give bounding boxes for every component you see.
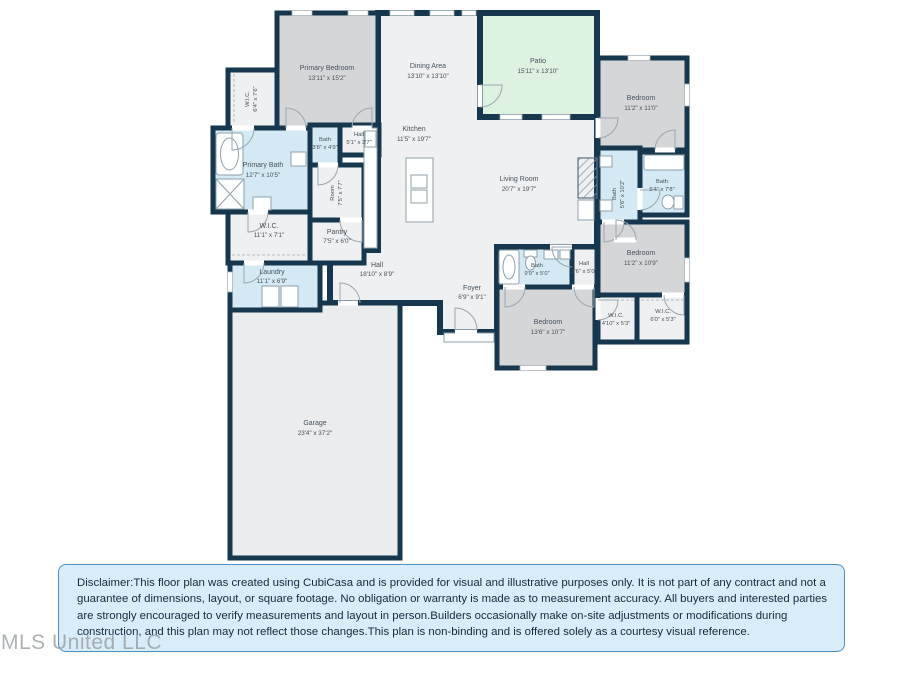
room-dims: 13'11" x 15'2" — [308, 75, 346, 82]
room-dims: 6'0" x 5'3" — [650, 317, 676, 323]
door-gap — [338, 301, 358, 306]
sink-icon — [544, 250, 558, 259]
room-label: W.I.C. — [655, 309, 671, 315]
watermark: MLS United LLC — [1, 631, 163, 654]
door-gap — [352, 126, 372, 131]
sink-icon — [600, 156, 612, 167]
door-gap — [232, 126, 254, 131]
window — [348, 11, 368, 16]
room-bedroom-right — [598, 222, 687, 295]
door-gap — [662, 293, 684, 298]
room-dims: 11'1" x 6'9" — [256, 278, 288, 285]
room-dims: 9'9" x 5'0" — [524, 271, 550, 277]
window — [430, 11, 454, 16]
room-label: W.I.C. — [245, 91, 251, 107]
room-label: Hall — [370, 262, 384, 269]
window — [292, 11, 312, 16]
dryer-icon — [281, 286, 298, 307]
room-label: Patio — [530, 58, 546, 65]
room-dims: 6'4" x 7'6" — [253, 86, 259, 112]
window — [228, 272, 233, 292]
door-gap — [638, 188, 643, 210]
room-dims: 11'1" x 7'1" — [253, 232, 285, 239]
room-label: Garage — [303, 420, 327, 427]
room-label: Bath — [319, 137, 331, 143]
vanity-icon — [253, 197, 271, 210]
vanity-icon — [291, 152, 306, 166]
room-dims: 5'6" x 10'2" — [620, 179, 626, 209]
room-dims: 18'10" x 8'9" — [359, 271, 395, 278]
washer-icon — [262, 286, 279, 307]
room-dims: 13'6" x 10'7" — [530, 329, 566, 336]
room-dims: 3'6" x 5'0" — [571, 269, 597, 275]
stove-icon — [411, 175, 427, 188]
room-label: Primary Bath — [242, 162, 284, 169]
window — [390, 11, 414, 16]
room-dims: 13'10" x 13'10" — [407, 73, 449, 80]
room-label: W.I.C. — [608, 313, 624, 319]
room-label: Bath — [531, 263, 543, 269]
room-label: Bath — [656, 179, 668, 185]
room-hall-right — [572, 247, 597, 287]
room-dims: 7'5" x 6'0" — [323, 238, 351, 245]
door-gap — [503, 285, 525, 290]
room-dims: 11'2" x 11'0" — [624, 105, 658, 112]
room-patio — [480, 13, 597, 117]
door-gap — [572, 285, 594, 290]
fireplace-icon — [578, 158, 597, 198]
room-label: Bedroom — [533, 319, 563, 326]
sink-icon — [600, 200, 612, 211]
room-dims: 23'4" x 37'2" — [297, 430, 333, 437]
window — [685, 258, 690, 282]
room-dims: 15'11" x 13'10" — [517, 68, 559, 75]
room-label: Foyer — [463, 285, 481, 292]
door-gap — [478, 85, 483, 107]
room-bedroom-bottom — [497, 287, 595, 368]
room-label: Hall — [579, 261, 589, 267]
room-label: Bedroom — [626, 95, 656, 102]
room-label: Primary Bedroom — [299, 65, 355, 72]
room-dims: 4'10" x 5'3" — [601, 321, 631, 327]
room-dims: 11'2" x 10'9" — [623, 260, 659, 267]
door-gap — [596, 298, 601, 320]
door-gap — [655, 148, 675, 153]
bathtub-icon — [644, 155, 684, 170]
room-label: W.I.C. — [259, 223, 279, 230]
room-dims: 6'9" x 9'1" — [458, 294, 486, 301]
room-dims: 20'7" x 19'7" — [501, 186, 537, 193]
window — [685, 84, 690, 106]
room-label: Hall — [354, 132, 364, 138]
door-gap — [286, 126, 306, 131]
room-dims: 3'8" x 4'9" — [312, 145, 338, 151]
room-dims: 5'4" x 7'8" — [649, 187, 675, 193]
window — [628, 56, 650, 61]
window — [462, 11, 476, 16]
room-dims: 12'7" x 10'5" — [245, 172, 281, 179]
window — [542, 115, 570, 120]
disclaimer-box — [58, 564, 845, 652]
disclaimer-text: Disclaimer:This floor plan was created using CubiCasa and is provided for visual and illustrative purposes only. It is not part of any contract and not a guarantee of dimensions, layout, or square footage. No obligation or warranty is made as to measurement accuracy. All buyers and interested parties are strongly encouraged to verify measurements and layout in person.Builders occasionally make on-site adjustments or modifications during construction, and this plan may not reflect those changes.This plan is non-binding and is offered solely as a courtesy visual reference. — [77, 577, 828, 639]
room-dims: 11'5" x 19'7" — [396, 136, 432, 143]
window — [500, 115, 522, 120]
sink-icon — [560, 250, 570, 259]
room-label: Living Room — [499, 176, 539, 183]
door-gap — [340, 218, 362, 223]
door-gap — [248, 210, 268, 215]
front-door-gap — [455, 330, 477, 335]
room-dims: 5'1" x 3'7" — [346, 140, 372, 146]
door-gap — [596, 118, 601, 138]
room-bedroom-top-right — [598, 58, 687, 150]
door-gap — [244, 261, 264, 266]
room-label: Bedroom — [626, 250, 656, 257]
door-gap — [614, 238, 636, 243]
room-label: Room — [330, 185, 336, 201]
room-dims: 7'5" x 7'7" — [338, 180, 344, 206]
window — [520, 366, 546, 371]
room-label: Kitchen — [402, 126, 426, 133]
toilet-tank-icon — [674, 196, 683, 209]
room-label: Pantry — [326, 229, 348, 236]
room-label: Bath — [612, 188, 618, 200]
stove-icon — [411, 190, 427, 203]
room-label: Laundry — [259, 269, 285, 276]
toilet-icon — [662, 195, 674, 209]
shelf-icon — [578, 200, 594, 220]
room-label: Dining Area — [409, 63, 447, 70]
door-gap — [318, 163, 338, 168]
